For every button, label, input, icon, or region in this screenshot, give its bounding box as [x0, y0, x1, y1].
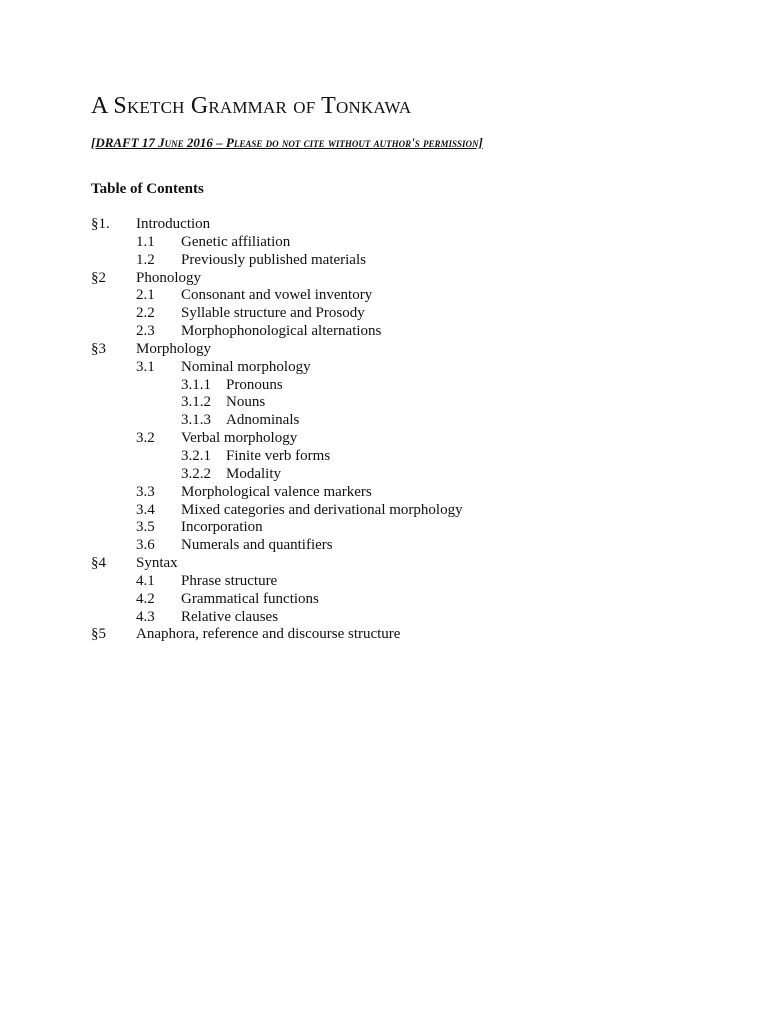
toc-entry — [0, 537, 768, 555]
toc-entry-number: 3.2.2 — [181, 465, 211, 482]
toc-entry-number: 3.1.3 — [181, 412, 211, 429]
toc-entry-number: 2.1 — [136, 287, 155, 304]
toc-entry — [0, 484, 768, 502]
toc-entry-number: 3.2 — [136, 430, 155, 447]
toc-entry-label: Previously published materials — [181, 251, 366, 268]
toc-entry — [0, 412, 768, 430]
toc-entry — [0, 377, 768, 395]
toc-entry — [0, 394, 768, 412]
toc-entry-label: Phonology — [136, 269, 202, 286]
toc-entry-label: Introduction — [136, 216, 211, 232]
toc-entry-label: Modality — [226, 465, 281, 482]
toc-entry-label: Mixed categories and derivational morphology — [181, 501, 463, 518]
toc-entry-label: Nominal morphology — [181, 358, 311, 375]
toc-entry — [0, 252, 768, 270]
toc-entry-number: §4 — [91, 555, 106, 572]
toc-entry — [0, 341, 768, 359]
toc-entry-number: 3.2.1 — [181, 447, 211, 464]
toc-entry — [0, 626, 768, 644]
toc-entry-number: 3.1 — [136, 358, 155, 375]
toc-entry — [0, 323, 768, 341]
toc-entry-number: 2.3 — [136, 323, 155, 340]
toc-entry — [0, 287, 768, 305]
toc-entry-number: 3.6 — [136, 537, 155, 554]
toc-entry — [0, 359, 768, 377]
toc-entry-label: Morphology — [136, 340, 211, 357]
toc-entry-label: Anaphora, reference and discourse structure — [136, 626, 401, 643]
toc-entry — [0, 591, 768, 609]
toc-entry-number: §5 — [91, 626, 106, 643]
toc-entry-label: Pronouns — [226, 376, 283, 393]
toc-entry-number: 3.1.2 — [181, 394, 211, 411]
toc-entry-label: Grammatical functions — [181, 590, 319, 607]
toc-entry-number: 3.1.1 — [181, 376, 211, 393]
toc-entry-label: Finite verb forms — [226, 447, 331, 464]
toc-entry — [0, 609, 768, 627]
toc-entry-label: Verbal morphology — [181, 430, 298, 447]
toc-entry-label: Adnominals — [226, 412, 300, 429]
toc-entry-label: Consonant and vowel inventory — [181, 287, 373, 304]
toc-entry — [0, 216, 768, 234]
toc-entry-number: 4.3 — [136, 608, 155, 625]
toc-entry — [0, 234, 768, 252]
toc-entry-number: §1. — [91, 216, 110, 232]
toc-entry-number: §2 — [91, 269, 106, 286]
toc-entry-label: Relative clauses — [181, 608, 279, 625]
toc-entry — [0, 305, 768, 323]
toc-entry — [0, 466, 768, 484]
draft-note: [DRAFT 17 June 2016 – Please do not cite without author's permission] — [91, 135, 483, 150]
toc-entry-number: 1.1 — [136, 233, 155, 250]
toc-entry-number: 2.2 — [136, 305, 155, 322]
toc-entry-label: Morphological valence markers — [181, 483, 372, 500]
toc-entry — [0, 430, 768, 448]
toc-entry-label: Phrase structure — [181, 572, 278, 589]
toc-entry-label: Syntax — [136, 555, 178, 572]
toc-entry-number: 3.5 — [136, 519, 155, 536]
toc-entry-label: Syllable structure and Prosody — [181, 305, 365, 322]
toc-entry-number: 4.2 — [136, 590, 155, 607]
toc-entry-number: 1.2 — [136, 251, 155, 268]
toc-entry-label: Morphophonological alternations — [181, 323, 382, 340]
toc-entry-number: 3.3 — [136, 483, 155, 500]
toc-entry-number: 3.4 — [136, 501, 155, 518]
toc-entry-label: Nouns — [226, 394, 266, 411]
toc-entry — [0, 555, 768, 573]
toc-entry — [0, 448, 768, 466]
toc-entry — [0, 502, 768, 520]
document-title: A Sketch Grammar of Tonkawa — [91, 93, 412, 119]
toc-entry — [0, 270, 768, 288]
toc-entry — [0, 519, 768, 537]
toc-entry-label: Numerals and quantifiers — [181, 537, 333, 554]
toc-entry-label: Incorporation — [181, 519, 263, 536]
toc-entry — [0, 573, 768, 591]
toc-heading: Table of Contents — [91, 181, 204, 197]
toc-entry-number: 4.1 — [136, 572, 155, 589]
toc-entry-label: Genetic affiliation — [181, 233, 291, 250]
toc-entry-number: §3 — [91, 340, 106, 357]
table-of-contents — [0, 216, 768, 644]
